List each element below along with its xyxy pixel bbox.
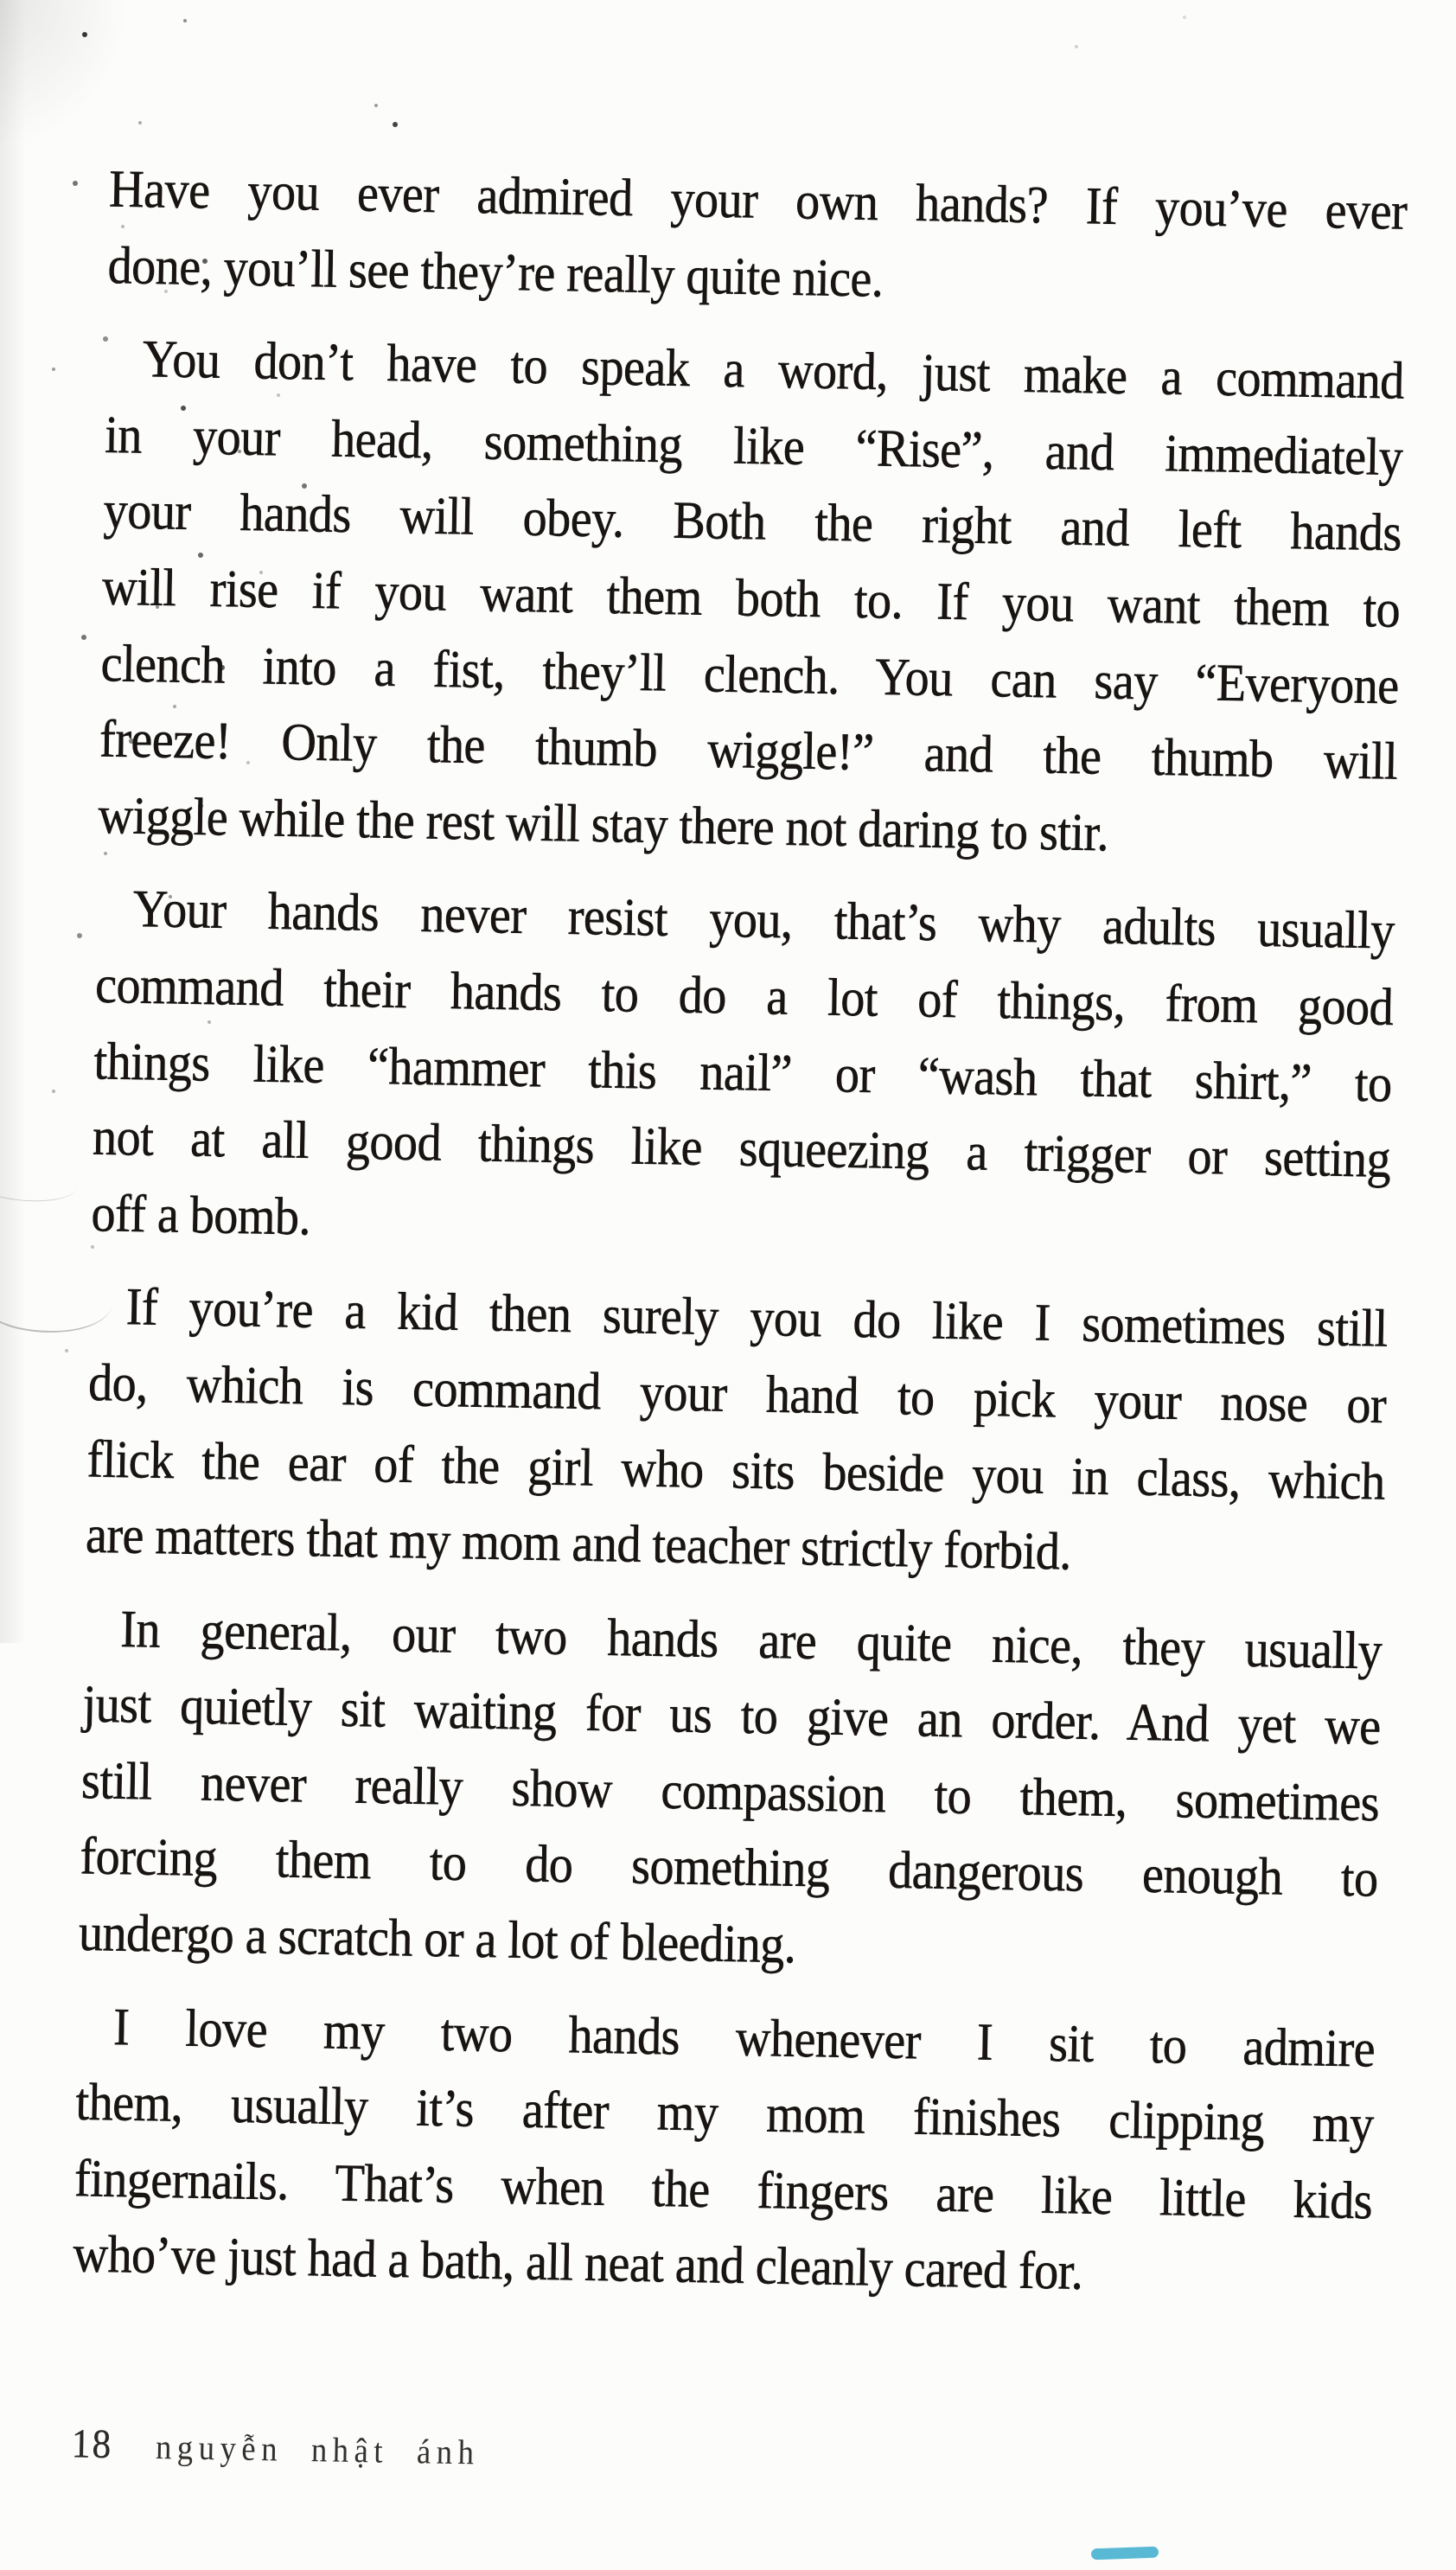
paragraph (91, 872, 1395, 1275)
page-footer (71, 2420, 480, 2475)
text-line: done, you’ll see they’re really quite nice. (107, 236, 884, 309)
text-line: in your head, something like “Rise”, and immediately (104, 406, 1403, 487)
text-line: will rise if you want them both to. If you want them to (101, 558, 1401, 639)
text-line: them, usually it’s after my mom finishes clipping my (75, 2073, 1375, 2155)
text-line: You don’t have to speak a word, just make a command (142, 330, 1405, 411)
text-line: command their hands to do a lot of things, from good (94, 956, 1394, 1038)
left-edge-shadow (0, 0, 26, 1643)
text-line: not at all good things like squeezing a trigger or setting (92, 1108, 1391, 1190)
text-line: flick the ear of the girl who sits beside you in class, which (86, 1429, 1386, 1512)
text-line: just quietly sit waiting for us to give an order. And yet we (82, 1675, 1382, 1757)
text-line: wiggle while the rest will stay there not daring to stir. (98, 786, 1109, 863)
text-line: are matters that my mom and teacher strictly forbid. (85, 1506, 1072, 1582)
text-line: If you’re a kid then surely you do like I sometimes still (125, 1278, 1389, 1359)
paragraph (85, 1269, 1388, 1596)
text-line: still never really show compassion to them, sometimes (80, 1751, 1380, 1833)
paragraph (78, 1591, 1383, 1994)
paragraph (73, 1989, 1376, 2316)
author-name: nguyễn nhật ánh (155, 2428, 480, 2472)
text-line: do, which is command your hand to pick your nose or (87, 1353, 1387, 1435)
paragraph (107, 152, 1408, 327)
corner-shadow (0, 0, 130, 147)
text-line: forcing them to do something dangerous enough to (80, 1827, 1379, 1909)
page-text-block (68, 152, 1408, 2541)
text-line: fingernails. That’s when the fingers are like little kids (73, 2149, 1373, 2231)
paragraph (98, 322, 1405, 877)
text-line: off a bomb. (90, 1184, 311, 1247)
scan-speckles (0, 0, 3, 3)
text-line: undergo a scratch or a lot of bleeding. (78, 1903, 796, 1975)
scan-scratch (0, 1160, 80, 1206)
text-line: Have you ever admired your own hands? If you’ve ever (108, 160, 1408, 241)
text-line: clench into a fist, they’ll clench. You can say “Everyone (100, 634, 1400, 715)
text-line: In general, our two hands are quite nice, they usually (119, 1600, 1383, 1681)
paragraphs (73, 152, 1408, 2317)
text-line: I love my two hands whenever I sit to admire (112, 1998, 1376, 2079)
page-number: 18 (71, 2420, 113, 2467)
blue-ink-mark (1091, 2547, 1159, 2560)
text-line: things like “hammer this nail” or “wash that shirt,” to (93, 1032, 1393, 1114)
text-line: Your hands never resist you, that’s why adults usually (132, 880, 1395, 962)
text-line: freeze! Only the thumb wiggle!” and the thumb will (99, 710, 1398, 791)
text-line: who’ve just had a bath, all neat and cleanly cared for. (72, 2225, 1083, 2302)
text-line: your hands will obey. Both the right and left hands (103, 482, 1402, 563)
